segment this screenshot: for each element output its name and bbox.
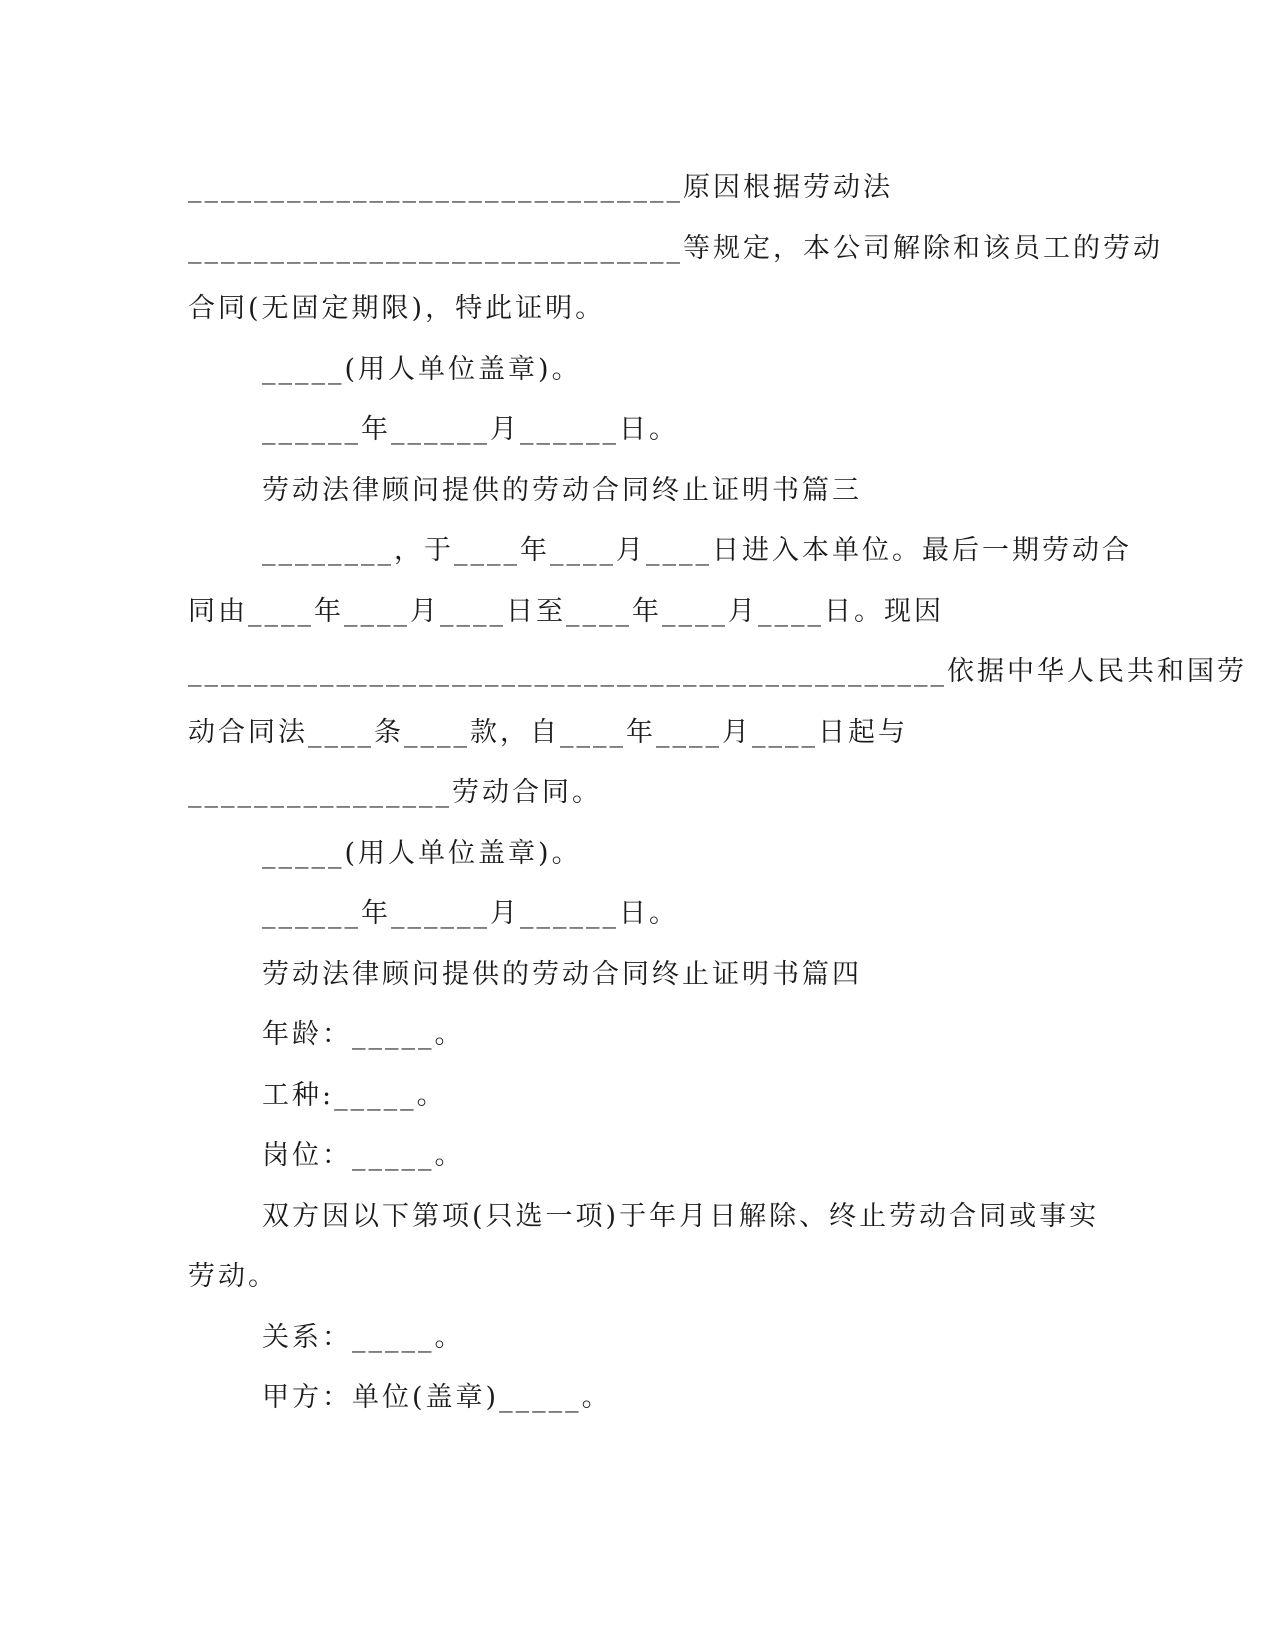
job-type-field-line: 工种:_____。 (262, 1080, 447, 1111)
text-line-19: 劳动。 (188, 1261, 278, 1292)
party-a-field-line: 甲方：单位(盖章)_____。 (262, 1382, 612, 1413)
date-line-2: ______年______月______日。 (262, 898, 679, 929)
age-field-line: 年龄：_____。 (262, 1019, 465, 1050)
text-line-7: ________，于____年____月____日进入本单位。最后一期劳动合 (262, 535, 1132, 566)
text-line-1: ______________________________原因根据劳动法 (188, 172, 893, 203)
section-heading-3: 劳动法律顾问提供的劳动合同终止证明书篇三 (262, 475, 862, 506)
text-line-18: 双方因以下第项(只选一项)于年月日解除、终止劳动合同或事实 (262, 1201, 1100, 1232)
text-line-2: ______________________________等规定，本公司解除和该员工的劳动 (188, 233, 1163, 264)
seal-line: _____(用人单位盖章)。 (262, 354, 582, 385)
text-line-9: ______________________________________________依据中华人民共和国劳 (188, 656, 1247, 687)
section-heading-4: 劳动法律顾问提供的劳动合同终止证明书篇四 (262, 959, 862, 990)
position-field-line: 岗位：_____。 (262, 1140, 465, 1171)
seal-line-2: _____(用人单位盖章)。 (262, 838, 582, 869)
text-line-10: 动合同法____条____款，自____年____月____日起与 (188, 717, 908, 748)
text-line-8: 同由____年____月____日至____年____月____日。现因 (188, 596, 944, 627)
text-line-3: 合同(无固定期限)，特此证明。 (188, 293, 606, 324)
date-line: ______年______月______日。 (262, 414, 679, 445)
text-line-11: ________________劳动合同。 (188, 777, 602, 808)
relation-field-line: 关系：_____。 (262, 1322, 465, 1353)
